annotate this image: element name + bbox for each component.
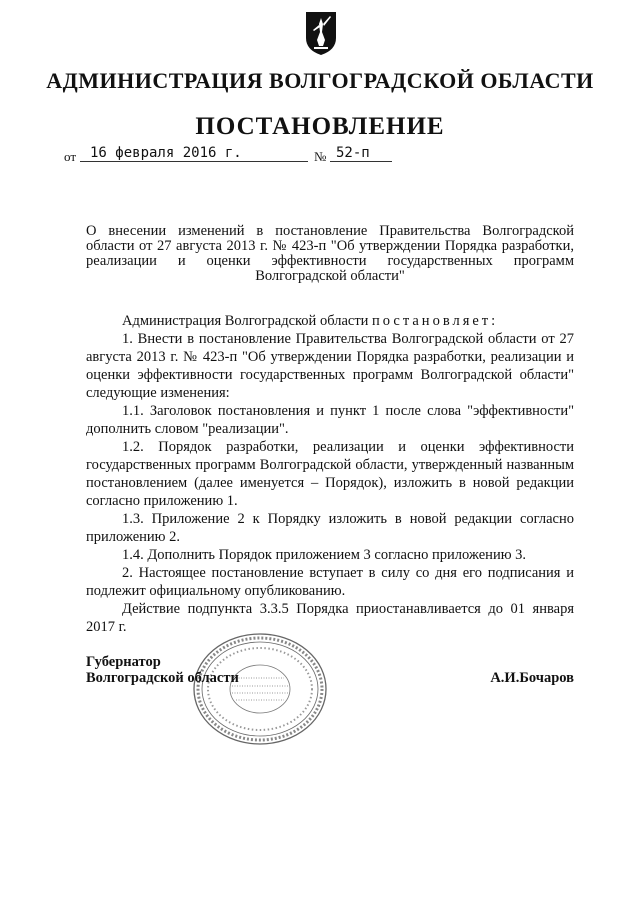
paragraph: Действие подпункта 3.3.5 Порядка приостанавливается до 01 января 2017 г. [86,601,574,635]
signatory-name: А.И.Бочаров [490,670,574,686]
paragraph: 1.3. Приложение 2 к Порядку изложить в новой редакции согласно приложению 2. [86,511,574,545]
paragraph: 1. Внести в постановление Правительства Волгоградской области от 27 августа 2013 г. № 423-п "Об утверждении Порядка разработки, реализации и оценки эффективности государственных программ Волгоградской области" следующие изменения: [86,331,574,401]
organization-name: АДМИНИСТРАЦИЯ ВОЛГОГРАДСКОЙ ОБЛАСТИ [46,68,594,93]
document-type: ПОСТАНОВЛЕНИЕ [195,113,445,140]
dateline [64,145,384,167]
coat-of-arms-icon [304,10,338,56]
signature-block [86,654,574,694]
preamble [86,312,574,330]
preamble-subject: Администрация Волгоградской области [122,313,369,329]
document-body [86,312,574,636]
document-number: 52-п [330,145,392,162]
paragraph: 2. Настоящее постановление вступает в силу со дня его подписания и подлежит официальному опубликованию. [86,565,574,599]
paragraph: 1.1. Заголовок постановления и пункт 1 после слова "эффективности" дополнить словом "реализации". [86,403,574,437]
paragraph: 1.2. Порядок разработки, реализации и оценки эффективности государственных программ Волгоградской области, утвержденный названным постановлением (далее именуется – Порядок), изложить в новой редакции согласно приложению 1. [86,439,574,509]
number-prefix: № [314,149,327,164]
preamble-verb: постановляет: [372,313,499,329]
document-title: О внесении изменений в постановление Правительства Волгоградской области от 27 августа 2013 г. № 423-п "Об утверждении Порядка разработки, реализации и оценки эффективности государственных программ Волгоградской области" [86,223,574,284]
position-line-1: Губернатор [86,654,161,670]
document-date: 16 февраля 2016 г. [80,145,308,162]
date-prefix: от [64,149,77,164]
position-line-2: Волгоградской области [86,670,239,686]
paragraph: 1.4. Дополнить Порядок приложением 3 согласно приложению 3. [122,547,527,563]
signatory-position [86,654,239,686]
